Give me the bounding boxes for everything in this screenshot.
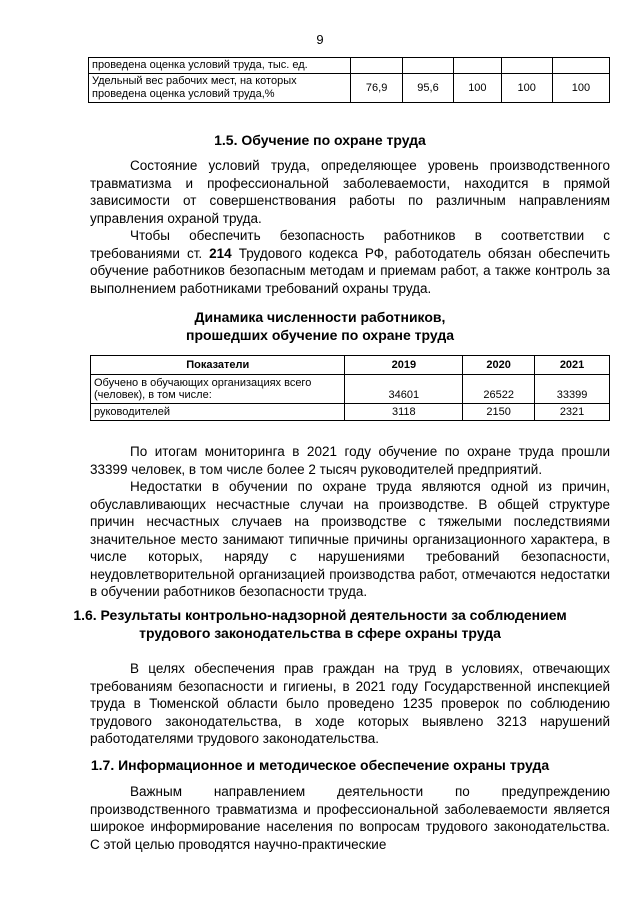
table-cell-value: 26522 — [463, 375, 535, 404]
table-cell-label: руководителей — [91, 404, 345, 421]
table-header-row — [91, 356, 610, 375]
table-row — [89, 74, 610, 103]
table-cell-value: 100 — [501, 74, 552, 103]
paragraph: Чтобы обеспечить безопасность работников в соответствии с требованиями ст. 214 Трудового кодекса РФ, работодатель обязан обеспечить обучение работников безопасным методам и приемам работ, а также контроль за выполнением работниками требований охраны труда. — [90, 228, 610, 296]
table-cell-label: проведена оценка условий труда, тыс. ед. — [89, 58, 351, 74]
page-number: 9 — [316, 32, 324, 47]
table-title: Динамика численности работников, прошедших обучение по охране труда — [186, 309, 454, 343]
section-1-7-text — [90, 783, 610, 853]
training-table — [90, 355, 610, 421]
section-heading-1-7: 1.7. Информационное и методическое обеспечение охраны труда — [90, 757, 550, 773]
paragraph: Недостатки в обучении по охране труда являются одной из причин, обуславливающих несчастные случаи на производстве. В общей структуре причин несчастных случаев на производстве с тяжелыми последствиями значительное место занимают типичные причины организационного характера, в числе которых, наряду с нарушениями требований безопасности, неудовлетворительной организацией производства работ, отмечаются недостатки в обучении работников безопасности труда. — [90, 479, 610, 599]
column-header: Показатели — [91, 356, 345, 375]
table-row — [91, 404, 610, 421]
training-results-text — [90, 443, 610, 601]
table-cell-label: Удельный вес рабочих мест, на которых проведена оценка условий труда,% — [89, 74, 351, 103]
table-cell-value: 2321 — [535, 404, 610, 421]
section-1-5-text — [90, 157, 610, 297]
table-cell-value: 100 — [552, 74, 609, 103]
table-cell-value: 95,6 — [402, 74, 453, 103]
table-cell-value: 3118 — [345, 404, 463, 421]
paragraph: По итогам мониторинга в 2021 году обучение по охране труда прошли 33399 человек, в том числе более 2 тысяч руководителей предприятий. — [90, 444, 610, 477]
column-header: 2020 — [463, 356, 535, 375]
paragraph: Состояние условий труда, определяющее уровень производственного травматизма и профессиональной заболеваемости, находится в прямой зависимости от совершенствования работы по различным направлениям управления охраной труда. — [90, 158, 610, 226]
paragraph: В целях обеспечения прав граждан на труд в условиях, отвечающих требованиям безопасности и гигиены, в 2021 году Государственной инспекцией труда в Тюменской области было проведено 1235 проверок по соблюдению трудового законодательства, в ходе которых выявлено 3213 нарушений работодателями трудового законодательства. — [90, 661, 610, 746]
conditions-table — [88, 57, 610, 103]
table-cell-value: 76,9 — [351, 74, 402, 103]
section-heading-1-5: 1.5. Обучение по охране труда — [214, 132, 426, 148]
section-1-6-text — [90, 660, 610, 748]
column-header: 2019 — [345, 356, 463, 375]
paragraph: Важным направлением деятельности по предупреждению производственного травматизма и профессиональной заболеваемости является широкое информирование населения по вопросам трудового законодательства. С этой целью проводятся научно-практические — [90, 784, 610, 852]
table-cell-value: 2150 — [463, 404, 535, 421]
table-row — [89, 58, 610, 74]
section-heading-1-6: 1.6. Результаты контрольно-надзорной деятельности за соблюдением трудового законодательства в сфере охраны труда — [73, 607, 567, 641]
column-header: 2021 — [535, 356, 610, 375]
table-cell-value: 33399 — [535, 375, 610, 404]
table-cell-value: 100 — [454, 74, 501, 103]
table-row — [91, 375, 610, 404]
table-cell-label: Обучено в обучающих организациях всего (человек), в том числе: — [91, 375, 345, 404]
table-cell-value: 34601 — [345, 375, 463, 404]
